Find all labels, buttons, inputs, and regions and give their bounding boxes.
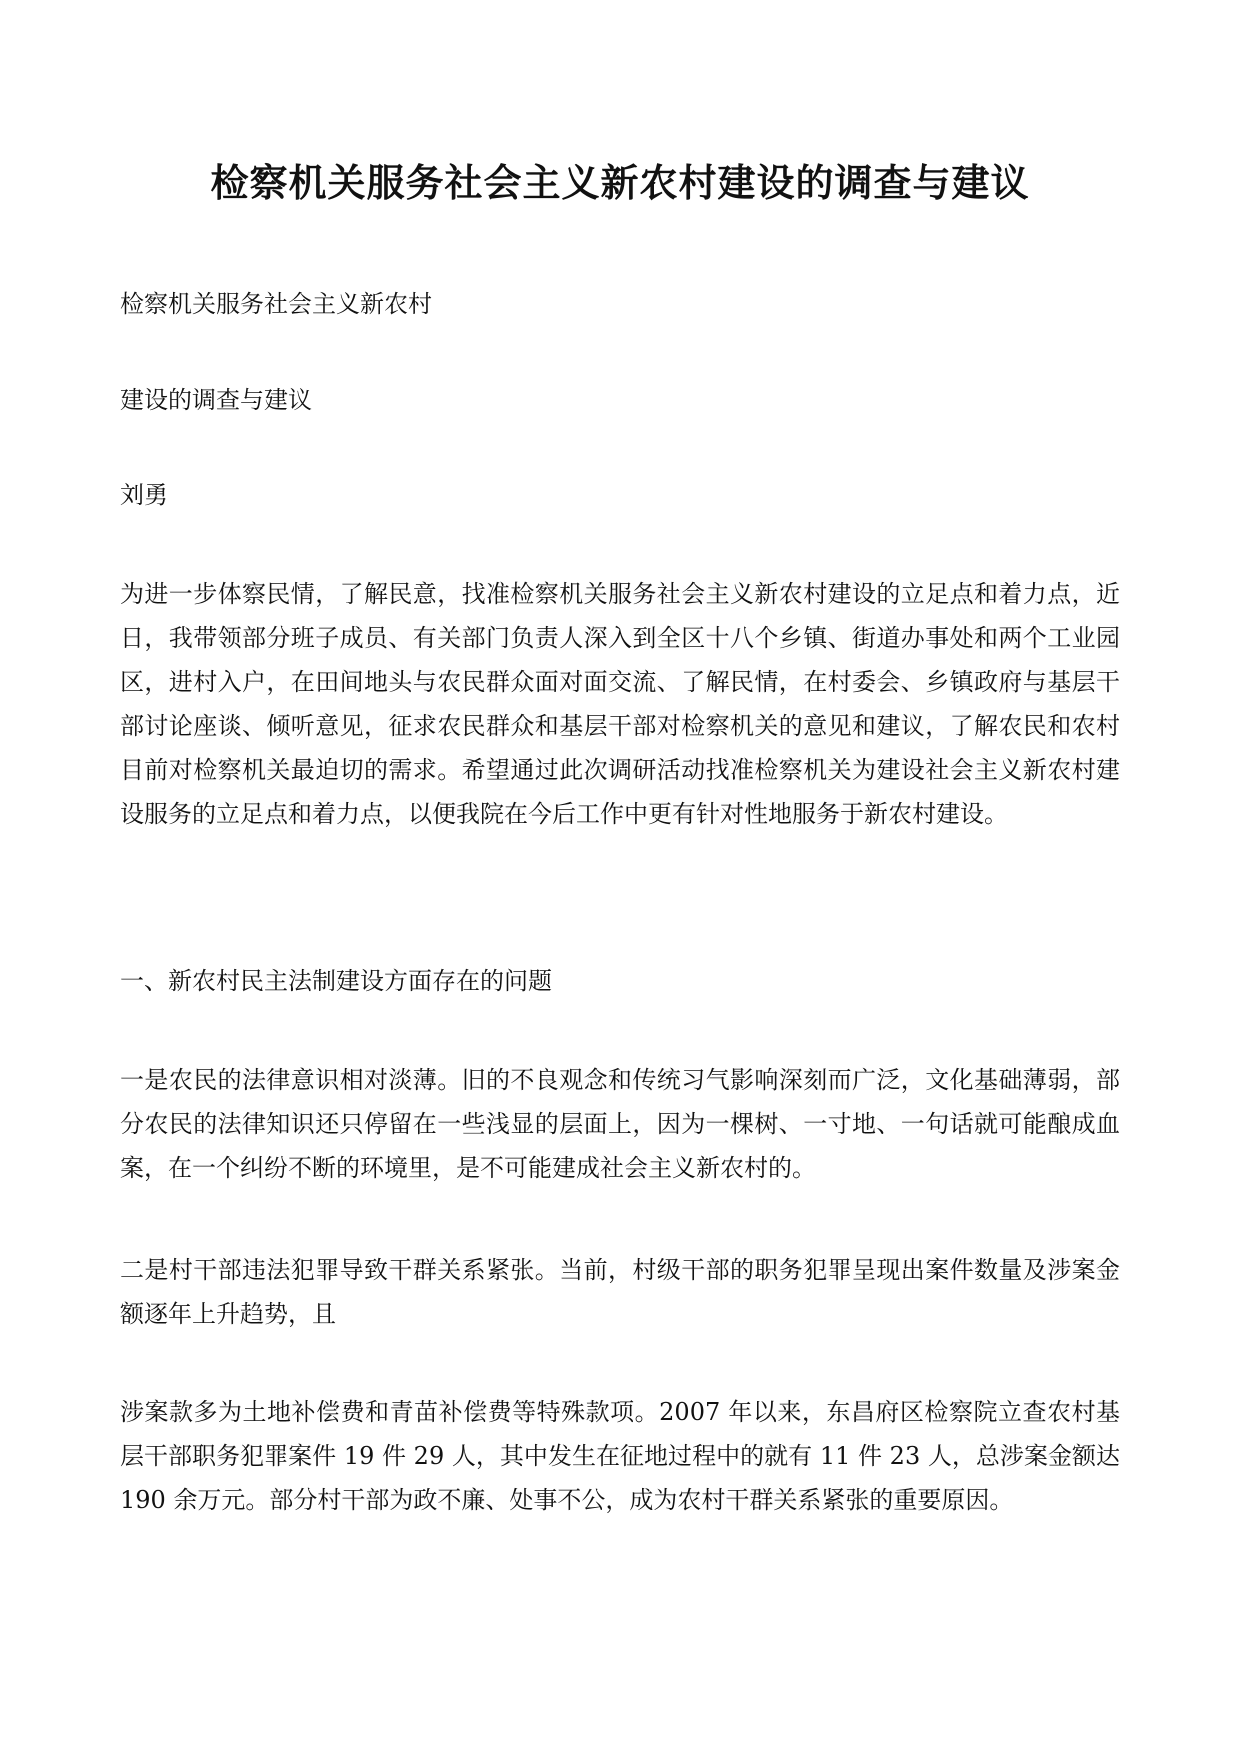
subtitle-line-2: 建设的调查与建议 [120,386,312,414]
author-name: 刘勇 [120,481,168,509]
intro-paragraph: 为进一步体察民情，了解民意，找准检察机关服务社会主义新农村建设的立足点和着力点，近日，我带领部分班子成员、有关部门负责人深入到全区十八个乡镇、街道办事处和两个工业园区，进村入户，在田间地头与农民群众面对面交流、了解民情，在村委会、乡镇政府与基层干部讨论座谈、倾听意见，征求农民群众和基层干部对检察机关的意见和建议，了解农民和农村目前对检察机关最迫切的需求。希望通过此次调研活动找准检察机关为建设社会主义新农村建设服务的立足点和着力点，以便我院在今后工作中更有针对性地服务于新农村建设。 [120,580,1120,828]
subtitle-line-1: 检察机关服务社会主义新农村 [120,290,432,318]
section-heading-1: 一、新农村民主法制建设方面存在的问题 [120,967,552,995]
body-paragraph-3: 涉案款多为土地补偿费和青苗补偿费等特殊款项。2007 年以来，东昌府区检察院立查农村基层干部职务犯罪案件 19 件 29 人，其中发生在征地过程中的就有 11 件 23 人，总涉案金额达 190 余万元。部分村干部为政不廉、处事不公，成为农村干群关系紧张的重要原因。 [120,1398,1120,1514]
body-paragraph-1: 一是农民的法律意识相对淡薄。旧的不良观念和传统习气影响深刻而广泛，文化基础薄弱，部分农民的法律知识还只停留在一些浅显的层面上，因为一棵树、一寸地、一句话就可能酿成血案，在一个纠纷不断的环境里，是不可能建成社会主义新农村的。 [120,1066,1120,1182]
body-paragraph-2: 二是村干部违法犯罪导致干群关系紧张。当前，村级干部的职务犯罪呈现出案件数量及涉案金额逐年上升趋势，且 [120,1256,1120,1328]
document-title: 检察机关服务社会主义新农村建设的调查与建议 [210,160,1030,205]
